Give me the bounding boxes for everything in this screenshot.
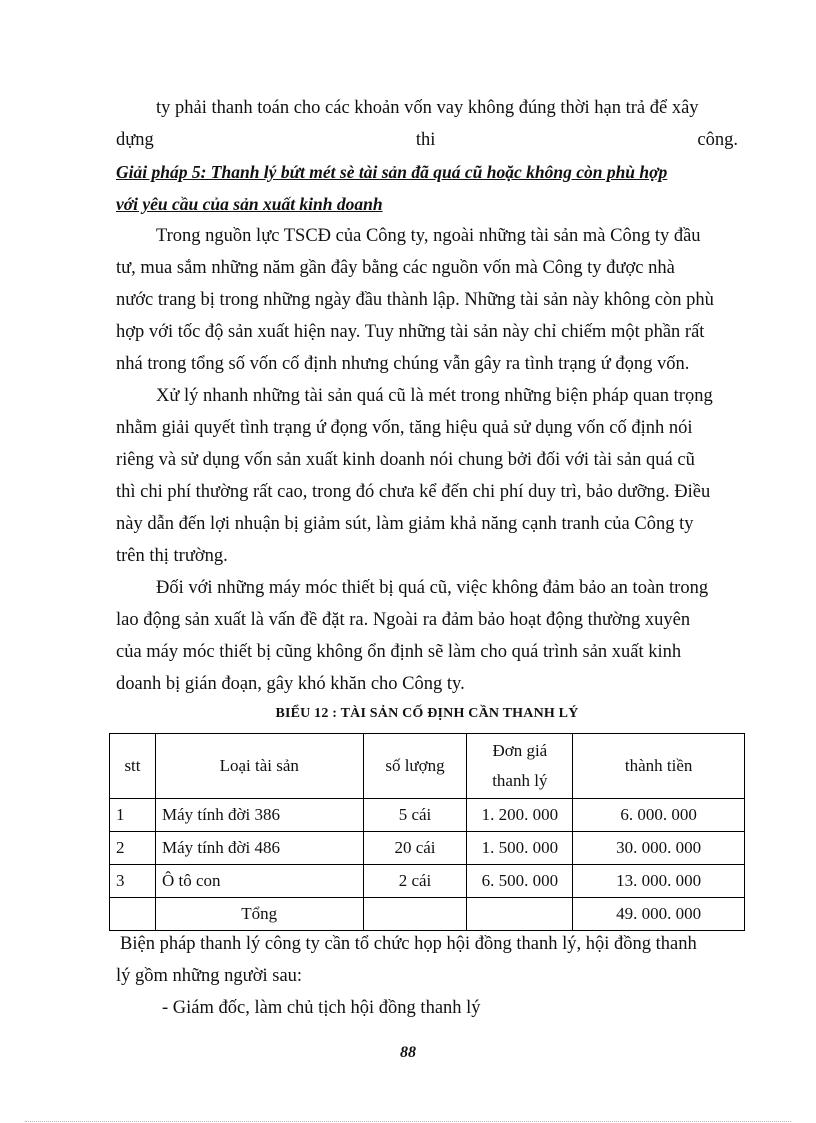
header-quantity: số lượng	[363, 734, 467, 799]
cell-amount: 13. 000. 000	[573, 865, 745, 898]
text-line: nhằm giải quyết tình trạng ứ đọng vốn, tăng hiệu quả sử dụng vốn cố định nói	[116, 418, 693, 438]
cell-empty	[110, 898, 156, 931]
word: thi	[415, 130, 436, 150]
total-label: Tổng	[155, 898, 363, 931]
text-line: Biện pháp thanh lý công ty cần tổ chức họp hội đồng thanh lý, hội đồng thanh	[120, 934, 697, 954]
cell-unit-price: 6. 500. 000	[467, 865, 573, 898]
total-value: 49. 000. 000	[573, 898, 745, 931]
cell-unit-price: 1. 200. 000	[467, 799, 573, 832]
word: công.	[697, 130, 738, 150]
paragraph-2	[116, 380, 738, 572]
header-stt: stt	[110, 734, 156, 799]
header-asset-type: Loại tài sản	[155, 734, 363, 799]
header-unit-price-line: Đơn giá	[492, 741, 548, 760]
text-line: nước trang bị trong những ngày đầu thành lập. Những tài sản này không còn phù	[116, 290, 714, 310]
word: dựng	[116, 130, 154, 150]
intro-paragraph	[116, 92, 738, 156]
header-unit-price	[467, 734, 573, 799]
cell-amount: 6. 000. 000	[573, 799, 745, 832]
text-line: - Giám đốc, làm chủ tịch hội đồng thanh lý	[162, 998, 481, 1018]
table-row	[110, 799, 745, 832]
cell-empty	[363, 898, 467, 931]
cell-empty	[467, 898, 573, 931]
text-line: nhá trong tổng số vốn cố định nhưng chúng vẫn gây ra tình trạng ứ đọng vốn.	[116, 354, 690, 374]
text-line: ty phải thanh toán cho các khoản vốn vay không đúng thời hạn trả để xây	[156, 98, 699, 118]
cell-unit-price: 1. 500. 000	[467, 832, 573, 865]
text-line: trên thị trường.	[116, 546, 228, 566]
asset-table	[109, 733, 745, 931]
section-heading	[116, 156, 738, 220]
heading-line: với yêu cầu của sản xuất kinh doanh	[116, 194, 383, 214]
table-caption: BIỂU 12 : TÀI SẢN CỐ ĐỊNH CẦN THANH LÝ	[275, 706, 579, 721]
table-total-row	[110, 898, 745, 931]
cell-asset: Máy tính đời 386	[155, 799, 363, 832]
table-row	[110, 865, 745, 898]
text-line: tư, mua sắm những năm gần đây bằng các nguồn vốn mà Công ty được nhà	[116, 258, 675, 278]
footer-divider	[25, 1121, 791, 1122]
cell-stt: 3	[110, 865, 156, 898]
text-line: lao động sản xuất là vấn đề đặt ra. Ngoài ra đảm bảo hoạt động thường xuyên	[116, 610, 691, 630]
text-line: của máy móc thiết bị cũng không ổn định sẽ làm cho quá trình sản xuất kinh	[116, 642, 682, 662]
text-line: doanh bị gián đoạn, gây khó khăn cho Công ty.	[116, 674, 465, 694]
cell-asset: Máy tính đời 486	[155, 832, 363, 865]
after-table-paragraph	[116, 928, 738, 992]
table-row	[110, 832, 745, 865]
header-amount: thành tiền	[573, 734, 745, 799]
cell-amount: 30. 000. 000	[573, 832, 745, 865]
heading-line: Giải pháp 5: Thanh lý bứt mét sè tài sản đã quá cũ hoặc không còn phù hợp	[116, 162, 668, 182]
paragraph-3	[116, 572, 738, 700]
header-unit-price-line: thanh lý	[492, 771, 548, 790]
paragraph-1	[116, 220, 738, 380]
text-line: thì chi phí thường rất cao, trong đó chưa kể đến chi phí duy trì, bảo dưỡng. Điều	[116, 482, 711, 502]
table-header-row	[110, 734, 745, 799]
text-line: riêng và sử dụng vốn sản xuất kinh doanh nói chung bởi đối với tài sản quá cũ	[116, 450, 695, 470]
text-line: Xử lý nhanh những tài sản quá cũ là mét trong những biện pháp quan trọng	[156, 386, 713, 406]
text-line	[116, 124, 738, 156]
cell-asset: Ô tô con	[155, 865, 363, 898]
cell-quantity: 5 cái	[363, 799, 467, 832]
text-line: Đối với những máy móc thiết bị quá cũ, việc không đảm bảo an toàn trong	[156, 578, 709, 598]
page-number: 88	[400, 1044, 416, 1061]
text-line: lý gồm những người sau:	[116, 966, 303, 986]
bullet-item	[116, 992, 738, 1024]
cell-stt: 2	[110, 832, 156, 865]
cell-quantity: 2 cái	[363, 865, 467, 898]
text-line: Trong nguồn lực TSCĐ của Công ty, ngoài những tài sản mà Công ty đầu	[156, 226, 701, 246]
cell-stt: 1	[110, 799, 156, 832]
text-line: này dẫn đến lợi nhuận bị giảm sút, làm giảm khả năng cạnh tranh của Công ty	[116, 514, 694, 534]
cell-quantity: 20 cái	[363, 832, 467, 865]
text-line: hợp với tốc độ sản xuất hiện nay. Tuy những tài sản này chỉ chiếm một phần rất	[116, 322, 705, 342]
